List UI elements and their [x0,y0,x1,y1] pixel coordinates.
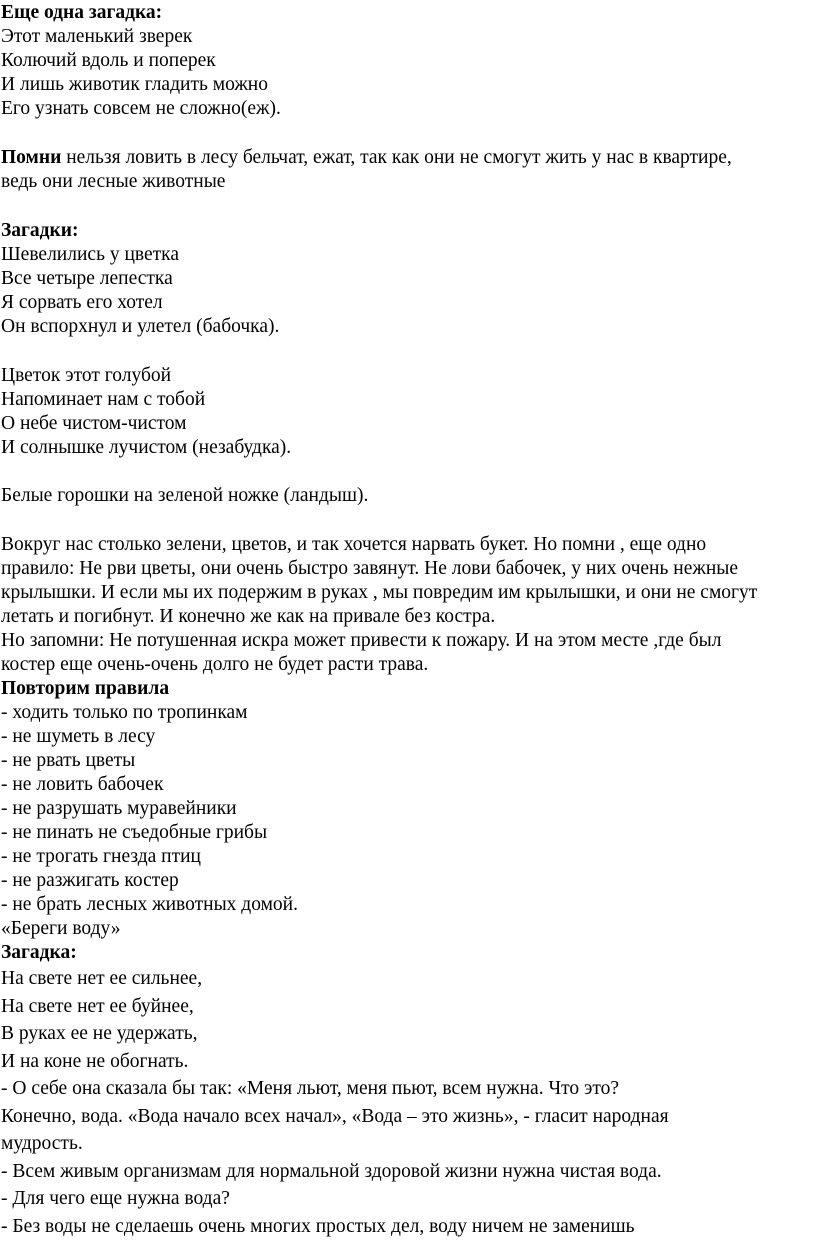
riddle-heading: Загадка: [1,942,77,963]
text-line: И солнышке лучистом (незабудка). [1,437,292,458]
remember-line: Помни нельзя ловить в лесу бельчат, ежат, так как они не смогут жить у нас в квартире, [1,147,732,168]
text-line: - Для чего еще нужна вода? [1,1188,230,1209]
text-line: костер еще очень-очень долго не будет расти трава. [1,654,429,675]
rule-item: - не брать лесных животных домой. [1,894,298,915]
text-line: Все четыре лепестка [1,268,173,289]
rule-item: - не шуметь в лесу [1,726,156,747]
text-line: Его узнать совсем не сложно(еж). [1,98,281,119]
text-line: Я сорвать его хотел [1,292,163,313]
rule-item: - не разрушать муравейники [1,798,237,819]
rule-item: - не ловить бабочек [1,774,164,795]
text-line: В руках ее не удержать, [1,1023,198,1044]
rule-item: - не трогать гнезда птиц [1,846,201,867]
rule-item: - не пинать не съедобные грибы [1,822,268,843]
riddle-heading: Еще одна загадка: [1,2,163,23]
text-line: Белые горошки на зеленой ножке (ландыш). [1,485,369,506]
riddles-heading: Загадки: [1,220,79,241]
text-line: Напоминает нам с тобой [1,389,206,410]
text-line: летать и погибнут. И конечно же как на привале без костра. [1,606,496,627]
text-line: Этот маленький зверек [1,26,193,47]
text-line: Шевелились у цветка [1,244,179,265]
text-line: Цветок этот голубой [1,365,172,386]
text-line: О небе чистом-чистом [1,413,187,434]
text-line: Он вспорхнул и улетел (бабочка). [1,316,280,337]
rule-item: - не разжигать костер [1,870,179,891]
rules-heading: Повторим правила [1,678,170,699]
text-line: Вокруг нас столько зелени, цветов, и так хочется нарвать букет. Но помни , еще одно [1,534,707,555]
text-line: И лишь животик гладить можно [1,74,268,95]
text-line: На свете нет ее сильнее, [1,968,203,989]
section-title: «Береги воду» [1,918,121,939]
text-line: мудрость. [1,1133,83,1154]
text-line: ведь они лесные животные [1,171,226,192]
text-line: На свете нет ее буйнее, [1,996,194,1017]
text-line: правило: Не рви цветы, они очень быстро завянут. Не лови бабочек, у них очень нежные [1,558,739,579]
text-line: И на коне не обогнать. [1,1051,189,1072]
text-line: - О себе она сказала бы так: «Меня льют, меня пьют, всем нужна. Что это? [1,1078,620,1099]
text-line: Конечно, вода. «Вода начало всех начал», «Вода – это жизнь», - гласит народная [1,1106,669,1127]
text-line: крылышки. И если мы их подержим в руках , мы повредим им крылышки, и они не смогут [1,582,758,603]
rule-item: - не рвать цветы [1,750,136,771]
text-line: Колючий вдоль и поперек [1,50,216,71]
text-line: - Без воды не сделаешь очень многих простых дел, воду ничем не заменишь [1,1216,635,1237]
text-line: Но запомни: Не потушенная искра может привести к пожару. И на этом месте ,где был [1,630,722,651]
rule-item: - ходить только по тропинкам [1,702,248,723]
text-line: - Всем живым организмам для нормальной здоровой жизни нужна чистая вода. [1,1161,662,1182]
